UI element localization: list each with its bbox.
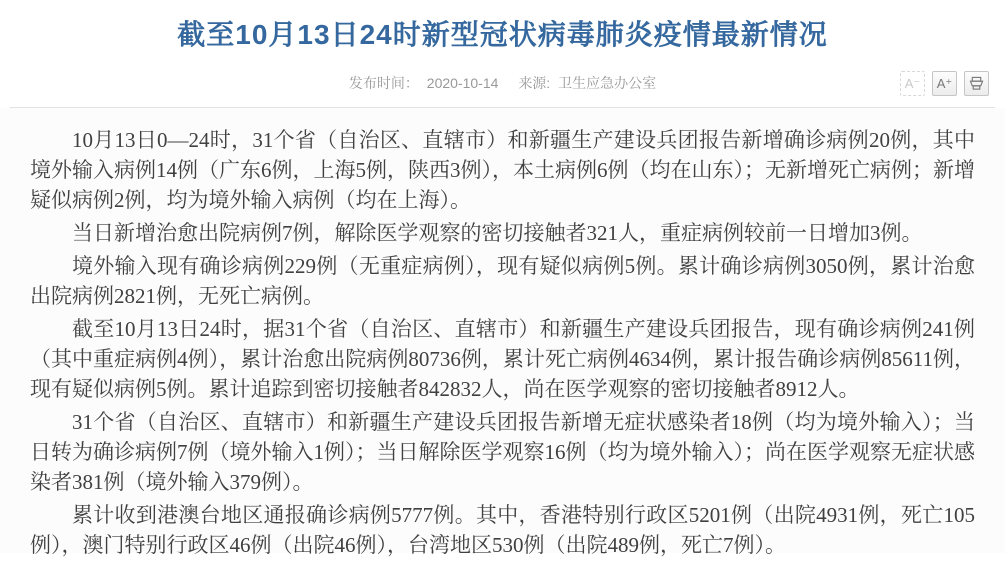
article-paragraph: 31个省（自治区、直辖市）和新疆生产建设兵团报告新增无症状感染者18例（均为境外输入）；当日转为确诊病例7例（境外输入1例）；当日解除医学观察16例（均为境外输入）；尚在医学观察无症状感染者381例（境外输入379例）。	[30, 410, 975, 494]
article-paragraph: 累计收到港澳台地区通报确诊病例5777例。其中，香港特别行政区5201例（出院4931例，死亡105例），澳门特别行政区46例（出院46例），台湾地区530例（出院489例，死亡7例）。	[30, 503, 975, 557]
article-paragraph: 境外输入现有确诊病例229例（无重症病例），现有疑似病例5例。累计确诊病例3050例，累计治愈出院病例2821例，无死亡病例。	[30, 254, 975, 308]
meta-row	[0, 69, 1005, 97]
source-value: 卫生应急办公室	[558, 75, 657, 91]
article-toolbar	[900, 71, 989, 96]
article-meta	[0, 69, 1005, 97]
font-decrease-button[interactable]: A⁻	[900, 71, 925, 96]
page-title: 截至10月13日24时新型冠状病毒肺炎疫情最新情况	[177, 19, 828, 50]
source-label: 来源:	[518, 75, 551, 91]
article-body	[0, 108, 1005, 557]
publish-time-label: 发布时间：	[348, 75, 419, 91]
publish-date: 2020-10-14	[426, 75, 499, 91]
article-paragraph: 10月13日0—24时，31个省（自治区、直辖市）和新疆生产建设兵团报告新增确诊病例20例，其中境外输入病例14例（广东6例，上海5例，陕西3例），本土病例6例（均在山东）；无新增死亡病例；新增疑似病例2例，均为境外输入病例（均在上海）。	[30, 128, 975, 212]
article-header	[0, 0, 1005, 53]
article-paragraph: 截至10月13日24时，据31个省（自治区、直辖市）和新疆生产建设兵团报告，现有确诊病例241例（其中重症病例4例），累计治愈出院病例80736例，累计死亡病例4634例，累计报告确诊病例85611例，现有疑似病例5例。累计追踪到密切接触者842832人，尚在医学观察的密切接触者8912人。	[30, 317, 975, 401]
printer-icon	[969, 76, 984, 91]
print-button[interactable]	[964, 71, 989, 96]
article-paragraph: 当日新增治愈出院病例7例，解除医学观察的密切接触者321人，重症病例较前一日增加3例。	[72, 221, 923, 245]
font-increase-button[interactable]: A⁺	[932, 71, 957, 96]
